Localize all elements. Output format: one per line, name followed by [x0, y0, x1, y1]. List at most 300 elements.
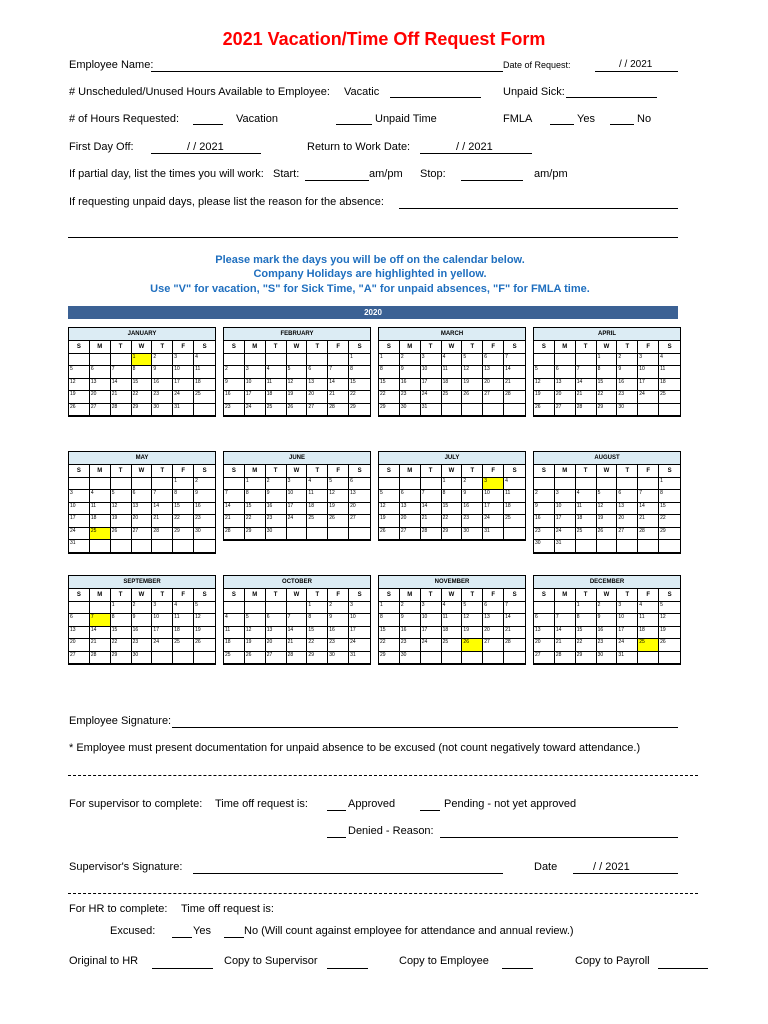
day-cell[interactable]: 15: [379, 379, 400, 392]
day-cell[interactable]: 17: [69, 515, 90, 528]
day-cell[interactable]: 5: [69, 366, 90, 379]
day-cell[interactable]: 18: [224, 639, 245, 652]
day-cell[interactable]: 16: [534, 515, 555, 528]
day-cell[interactable]: 25: [442, 639, 463, 652]
day-cell[interactable]: 23: [328, 639, 349, 652]
day-cell[interactable]: 12: [69, 379, 90, 392]
day-cell[interactable]: 12: [194, 614, 215, 627]
day-cell[interactable]: 20: [534, 639, 555, 652]
day-cell[interactable]: 9: [400, 366, 421, 379]
day-cell[interactable]: 8: [576, 614, 597, 627]
day-cell[interactable]: 20: [400, 515, 421, 528]
day-cell[interactable]: 1: [442, 478, 463, 491]
day-cell[interactable]: 3: [421, 602, 442, 615]
day-cell[interactable]: 1: [349, 354, 370, 367]
day-cell[interactable]: 10: [483, 490, 504, 503]
day-cell[interactable]: 21: [224, 515, 245, 528]
day-cell[interactable]: 4: [173, 602, 194, 615]
day-cell[interactable]: 1: [307, 602, 328, 615]
day-cell[interactable]: 11: [638, 614, 659, 627]
day-cell[interactable]: 16: [400, 379, 421, 392]
day-cell[interactable]: 29: [576, 652, 597, 665]
day-cell[interactable]: 19: [597, 515, 618, 528]
day-cell[interactable]: 13: [534, 627, 555, 640]
return-to-work-field[interactable]: [420, 153, 532, 154]
day-cell[interactable]: 22: [442, 515, 463, 528]
day-cell[interactable]: 8: [379, 366, 400, 379]
day-cell[interactable]: 18: [90, 515, 111, 528]
day-cell[interactable]: 30: [400, 652, 421, 665]
day-cell[interactable]: 12: [287, 379, 308, 392]
day-cell[interactable]: 5: [462, 354, 483, 367]
day-cell[interactable]: 31: [617, 652, 638, 665]
day-cell[interactable]: 5: [462, 602, 483, 615]
day-cell[interactable]: 25: [576, 528, 597, 541]
day-cell[interactable]: 21: [555, 639, 576, 652]
day-cell[interactable]: 6: [400, 490, 421, 503]
day-cell[interactable]: 23: [194, 515, 215, 528]
day-cell[interactable]: 9: [328, 614, 349, 627]
day-cell[interactable]: 22: [379, 639, 400, 652]
day-cell[interactable]: 29: [111, 652, 132, 665]
day-cell[interactable]: 5: [111, 490, 132, 503]
day-cell[interactable]: 26: [194, 639, 215, 652]
day-cell[interactable]: 26: [287, 404, 308, 417]
day-cell[interactable]: 23: [224, 404, 245, 417]
excused-no-field[interactable]: [224, 937, 244, 938]
day-cell[interactable]: 26: [379, 528, 400, 541]
day-cell[interactable]: 28: [328, 404, 349, 417]
day-cell[interactable]: 9: [617, 366, 638, 379]
day-cell[interactable]: 6: [534, 614, 555, 627]
day-cell[interactable]: 9: [132, 614, 153, 627]
day-cell[interactable]: 1: [379, 602, 400, 615]
day-cell[interactable]: 28: [90, 652, 111, 665]
day-cell[interactable]: 9: [597, 614, 618, 627]
day-cell[interactable]: 14: [224, 503, 245, 516]
day-cell[interactable]: 4: [442, 602, 463, 615]
copy-to-payroll-field[interactable]: [658, 968, 708, 969]
day-cell[interactable]: 22: [379, 391, 400, 404]
day-cell[interactable]: 25: [504, 515, 525, 528]
day-cell[interactable]: 10: [173, 366, 194, 379]
day-cell[interactable]: 13: [483, 366, 504, 379]
day-cell[interactable]: 1: [597, 354, 618, 367]
day-cell[interactable]: 7: [152, 490, 173, 503]
holiday-day-cell[interactable]: 25: [90, 528, 111, 541]
supervisor-signature-field[interactable]: [193, 873, 503, 874]
day-cell[interactable]: 31: [173, 404, 194, 417]
denied-reason-field[interactable]: [440, 837, 678, 838]
day-cell[interactable]: 23: [400, 391, 421, 404]
day-cell[interactable]: 26: [111, 528, 132, 541]
employee-signature-field[interactable]: [172, 727, 678, 728]
holiday-day-cell[interactable]: 26: [462, 639, 483, 652]
day-cell[interactable]: 24: [483, 515, 504, 528]
day-cell[interactable]: 9: [462, 490, 483, 503]
day-cell[interactable]: 27: [349, 515, 370, 528]
day-cell[interactable]: 26: [328, 515, 349, 528]
day-cell[interactable]: 29: [307, 652, 328, 665]
day-cell[interactable]: 1: [245, 478, 266, 491]
day-cell[interactable]: 5: [287, 366, 308, 379]
day-cell[interactable]: 26: [245, 652, 266, 665]
day-cell[interactable]: 30: [266, 528, 287, 541]
day-cell[interactable]: 30: [597, 652, 618, 665]
original-to-hr-field[interactable]: [152, 968, 213, 969]
day-cell[interactable]: 2: [400, 354, 421, 367]
day-cell[interactable]: 16: [224, 391, 245, 404]
start-time-field[interactable]: [305, 180, 369, 181]
day-cell[interactable]: 7: [638, 490, 659, 503]
day-cell[interactable]: 3: [421, 354, 442, 367]
day-cell[interactable]: 18: [307, 503, 328, 516]
employee-name-field[interactable]: [151, 71, 503, 72]
day-cell[interactable]: 27: [483, 639, 504, 652]
day-cell[interactable]: 29: [349, 404, 370, 417]
day-cell[interactable]: 17: [421, 627, 442, 640]
holiday-day-cell[interactable]: 3: [483, 478, 504, 491]
day-cell[interactable]: 12: [659, 614, 680, 627]
day-cell[interactable]: 14: [504, 366, 525, 379]
day-cell[interactable]: 3: [555, 490, 576, 503]
day-cell[interactable]: 18: [442, 379, 463, 392]
day-cell[interactable]: 20: [69, 639, 90, 652]
day-cell[interactable]: 12: [111, 503, 132, 516]
day-cell[interactable]: 10: [152, 614, 173, 627]
day-cell[interactable]: 18: [442, 627, 463, 640]
day-cell[interactable]: 16: [132, 627, 153, 640]
day-cell[interactable]: 21: [111, 391, 132, 404]
day-cell[interactable]: 2: [462, 478, 483, 491]
day-cell[interactable]: 30: [462, 528, 483, 541]
unpaid-sick-field[interactable]: [566, 97, 657, 98]
day-cell[interactable]: 10: [638, 366, 659, 379]
day-cell[interactable]: 14: [638, 503, 659, 516]
day-cell[interactable]: 5: [659, 602, 680, 615]
day-cell[interactable]: 2: [266, 478, 287, 491]
day-cell[interactable]: 15: [111, 627, 132, 640]
day-cell[interactable]: 25: [307, 515, 328, 528]
day-cell[interactable]: 11: [266, 379, 287, 392]
day-cell[interactable]: 13: [400, 503, 421, 516]
day-cell[interactable]: 11: [504, 490, 525, 503]
day-cell[interactable]: 16: [462, 503, 483, 516]
day-cell[interactable]: 30: [400, 404, 421, 417]
day-cell[interactable]: 18: [638, 627, 659, 640]
day-cell[interactable]: 15: [132, 379, 153, 392]
day-cell[interactable]: 25: [224, 652, 245, 665]
day-cell[interactable]: 19: [287, 391, 308, 404]
day-cell[interactable]: 5: [379, 490, 400, 503]
day-cell[interactable]: 24: [617, 639, 638, 652]
day-cell[interactable]: 12: [534, 379, 555, 392]
day-cell[interactable]: 11: [307, 490, 328, 503]
day-cell[interactable]: 18: [576, 515, 597, 528]
day-cell[interactable]: 28: [555, 652, 576, 665]
day-cell[interactable]: 2: [132, 602, 153, 615]
day-cell[interactable]: 25: [442, 391, 463, 404]
day-cell[interactable]: 6: [349, 478, 370, 491]
day-cell[interactable]: 24: [69, 528, 90, 541]
day-cell[interactable]: 12: [245, 627, 266, 640]
day-cell[interactable]: 31: [421, 404, 442, 417]
day-cell[interactable]: 8: [307, 614, 328, 627]
day-cell[interactable]: 29: [132, 404, 153, 417]
day-cell[interactable]: 24: [173, 391, 194, 404]
day-cell[interactable]: 6: [132, 490, 153, 503]
unpaid-reason-field[interactable]: [399, 208, 678, 209]
day-cell[interactable]: 9: [534, 503, 555, 516]
day-cell[interactable]: 20: [90, 391, 111, 404]
day-cell[interactable]: 20: [132, 515, 153, 528]
day-cell[interactable]: 8: [659, 490, 680, 503]
day-cell[interactable]: 2: [328, 602, 349, 615]
day-cell[interactable]: 11: [224, 627, 245, 640]
day-cell[interactable]: 20: [307, 391, 328, 404]
day-cell[interactable]: 4: [90, 490, 111, 503]
day-cell[interactable]: 17: [638, 379, 659, 392]
day-cell[interactable]: 22: [576, 639, 597, 652]
day-cell[interactable]: 22: [597, 391, 618, 404]
day-cell[interactable]: 11: [90, 503, 111, 516]
day-cell[interactable]: 25: [659, 391, 680, 404]
day-cell[interactable]: 4: [194, 354, 215, 367]
day-cell[interactable]: 10: [617, 614, 638, 627]
day-cell[interactable]: 18: [659, 379, 680, 392]
day-cell[interactable]: 15: [576, 627, 597, 640]
day-cell[interactable]: 9: [266, 490, 287, 503]
day-cell[interactable]: 21: [504, 379, 525, 392]
day-cell[interactable]: 26: [659, 639, 680, 652]
day-cell[interactable]: 12: [379, 503, 400, 516]
day-cell[interactable]: 9: [400, 614, 421, 627]
day-cell[interactable]: 16: [194, 503, 215, 516]
day-cell[interactable]: 15: [379, 627, 400, 640]
day-cell[interactable]: 26: [597, 528, 618, 541]
day-cell[interactable]: 27: [534, 652, 555, 665]
day-cell[interactable]: 8: [132, 366, 153, 379]
day-cell[interactable]: 22: [349, 391, 370, 404]
day-cell[interactable]: 27: [555, 404, 576, 417]
day-cell[interactable]: 4: [504, 478, 525, 491]
day-cell[interactable]: 28: [111, 404, 132, 417]
day-cell[interactable]: 17: [421, 379, 442, 392]
holiday-day-cell[interactable]: 1: [132, 354, 153, 367]
day-cell[interactable]: 8: [442, 490, 463, 503]
day-cell[interactable]: 13: [69, 627, 90, 640]
day-cell[interactable]: 23: [617, 391, 638, 404]
day-cell[interactable]: 17: [287, 503, 308, 516]
day-cell[interactable]: 19: [462, 379, 483, 392]
day-cell[interactable]: 22: [245, 515, 266, 528]
day-cell[interactable]: 7: [328, 366, 349, 379]
day-cell[interactable]: 3: [69, 490, 90, 503]
day-cell[interactable]: 15: [659, 503, 680, 516]
day-cell[interactable]: 11: [194, 366, 215, 379]
day-cell[interactable]: 10: [287, 490, 308, 503]
day-cell[interactable]: 7: [287, 614, 308, 627]
day-cell[interactable]: 9: [194, 490, 215, 503]
day-cell[interactable]: 19: [69, 391, 90, 404]
day-cell[interactable]: 24: [349, 639, 370, 652]
day-cell[interactable]: 23: [132, 639, 153, 652]
day-cell[interactable]: 5: [194, 602, 215, 615]
day-cell[interactable]: 19: [462, 627, 483, 640]
day-cell[interactable]: 20: [349, 503, 370, 516]
day-cell[interactable]: 16: [266, 503, 287, 516]
day-cell[interactable]: 22: [173, 515, 194, 528]
day-cell[interactable]: 24: [555, 528, 576, 541]
day-cell[interactable]: 31: [69, 540, 90, 553]
day-cell[interactable]: 21: [576, 391, 597, 404]
day-cell[interactable]: 29: [442, 528, 463, 541]
day-cell[interactable]: 19: [534, 391, 555, 404]
day-cell[interactable]: 28: [152, 528, 173, 541]
day-cell[interactable]: 10: [421, 366, 442, 379]
day-cell[interactable]: 19: [194, 627, 215, 640]
day-cell[interactable]: 5: [534, 366, 555, 379]
copy-to-supervisor-field[interactable]: [327, 968, 368, 969]
day-cell[interactable]: 24: [287, 515, 308, 528]
day-cell[interactable]: 6: [307, 366, 328, 379]
day-cell[interactable]: 14: [421, 503, 442, 516]
day-cell[interactable]: 6: [483, 602, 504, 615]
day-cell[interactable]: 23: [534, 528, 555, 541]
day-cell[interactable]: 25: [194, 391, 215, 404]
day-cell[interactable]: 28: [504, 391, 525, 404]
day-cell[interactable]: 27: [307, 404, 328, 417]
day-cell[interactable]: 27: [90, 404, 111, 417]
day-cell[interactable]: 4: [307, 478, 328, 491]
day-cell[interactable]: 27: [483, 391, 504, 404]
date-of-request-field[interactable]: [595, 71, 678, 72]
day-cell[interactable]: 31: [555, 540, 576, 553]
day-cell[interactable]: 16: [597, 627, 618, 640]
copy-to-employee-field[interactable]: [502, 968, 533, 969]
day-cell[interactable]: 24: [421, 639, 442, 652]
day-cell[interactable]: 18: [504, 503, 525, 516]
day-cell[interactable]: 22: [659, 515, 680, 528]
day-cell[interactable]: 4: [266, 366, 287, 379]
holiday-day-cell[interactable]: 25: [638, 639, 659, 652]
day-cell[interactable]: 4: [442, 354, 463, 367]
day-cell[interactable]: 10: [555, 503, 576, 516]
day-cell[interactable]: 30: [328, 652, 349, 665]
day-cell[interactable]: 25: [173, 639, 194, 652]
day-cell[interactable]: 27: [400, 528, 421, 541]
day-cell[interactable]: 1: [111, 602, 132, 615]
day-cell[interactable]: 6: [617, 490, 638, 503]
day-cell[interactable]: 13: [307, 379, 328, 392]
day-cell[interactable]: 24: [638, 391, 659, 404]
day-cell[interactable]: 7: [504, 354, 525, 367]
day-cell[interactable]: 11: [442, 366, 463, 379]
day-cell[interactable]: 21: [638, 515, 659, 528]
day-cell[interactable]: 2: [597, 602, 618, 615]
day-cell[interactable]: 14: [576, 379, 597, 392]
day-cell[interactable]: 1: [173, 478, 194, 491]
day-cell[interactable]: 17: [152, 627, 173, 640]
day-cell[interactable]: 28: [638, 528, 659, 541]
day-cell[interactable]: 24: [152, 639, 173, 652]
day-cell[interactable]: 13: [132, 503, 153, 516]
day-cell[interactable]: 29: [379, 404, 400, 417]
day-cell[interactable]: 23: [266, 515, 287, 528]
day-cell[interactable]: 10: [69, 503, 90, 516]
day-cell[interactable]: 1: [576, 602, 597, 615]
day-cell[interactable]: 2: [534, 490, 555, 503]
day-cell[interactable]: 10: [245, 379, 266, 392]
supervisor-date-field[interactable]: [573, 873, 678, 874]
day-cell[interactable]: 13: [555, 379, 576, 392]
day-cell[interactable]: 30: [132, 652, 153, 665]
day-cell[interactable]: 7: [111, 366, 132, 379]
day-cell[interactable]: 1: [659, 478, 680, 491]
day-cell[interactable]: 8: [245, 490, 266, 503]
day-cell[interactable]: 8: [111, 614, 132, 627]
day-cell[interactable]: 24: [245, 404, 266, 417]
day-cell[interactable]: 13: [349, 490, 370, 503]
day-cell[interactable]: 5: [245, 614, 266, 627]
day-cell[interactable]: 28: [224, 528, 245, 541]
day-cell[interactable]: 7: [576, 366, 597, 379]
day-cell[interactable]: 22: [132, 391, 153, 404]
holiday-day-cell[interactable]: 7: [90, 614, 111, 627]
day-cell[interactable]: 20: [483, 627, 504, 640]
day-cell[interactable]: 14: [90, 627, 111, 640]
day-cell[interactable]: 18: [173, 627, 194, 640]
day-cell[interactable]: 4: [638, 602, 659, 615]
day-cell[interactable]: 6: [69, 614, 90, 627]
day-cell[interactable]: 14: [504, 614, 525, 627]
day-cell[interactable]: 21: [152, 515, 173, 528]
day-cell[interactable]: 10: [421, 614, 442, 627]
day-cell[interactable]: 13: [90, 379, 111, 392]
day-cell[interactable]: 20: [483, 379, 504, 392]
day-cell[interactable]: 11: [576, 503, 597, 516]
day-cell[interactable]: 3: [349, 602, 370, 615]
day-cell[interactable]: 31: [349, 652, 370, 665]
day-cell[interactable]: 28: [504, 639, 525, 652]
day-cell[interactable]: 6: [266, 614, 287, 627]
day-cell[interactable]: 4: [576, 490, 597, 503]
day-cell[interactable]: 7: [421, 490, 442, 503]
day-cell[interactable]: 26: [462, 391, 483, 404]
day-cell[interactable]: 8: [379, 614, 400, 627]
day-cell[interactable]: 13: [483, 614, 504, 627]
day-cell[interactable]: 24: [421, 391, 442, 404]
pending-field[interactable]: [420, 810, 440, 811]
day-cell[interactable]: 1: [379, 354, 400, 367]
day-cell[interactable]: 2: [194, 478, 215, 491]
day-cell[interactable]: 3: [173, 354, 194, 367]
day-cell[interactable]: 11: [442, 614, 463, 627]
first-day-off-field[interactable]: [151, 153, 261, 154]
day-cell[interactable]: 7: [504, 602, 525, 615]
day-cell[interactable]: 15: [349, 379, 370, 392]
day-cell[interactable]: 21: [504, 627, 525, 640]
day-cell[interactable]: 13: [266, 627, 287, 640]
approved-field[interactable]: [327, 810, 346, 811]
day-cell[interactable]: 19: [659, 627, 680, 640]
day-cell[interactable]: 14: [111, 379, 132, 392]
day-cell[interactable]: 20: [266, 639, 287, 652]
day-cell[interactable]: 15: [245, 503, 266, 516]
day-cell[interactable]: 17: [245, 391, 266, 404]
day-cell[interactable]: 17: [483, 503, 504, 516]
day-cell[interactable]: 28: [576, 404, 597, 417]
